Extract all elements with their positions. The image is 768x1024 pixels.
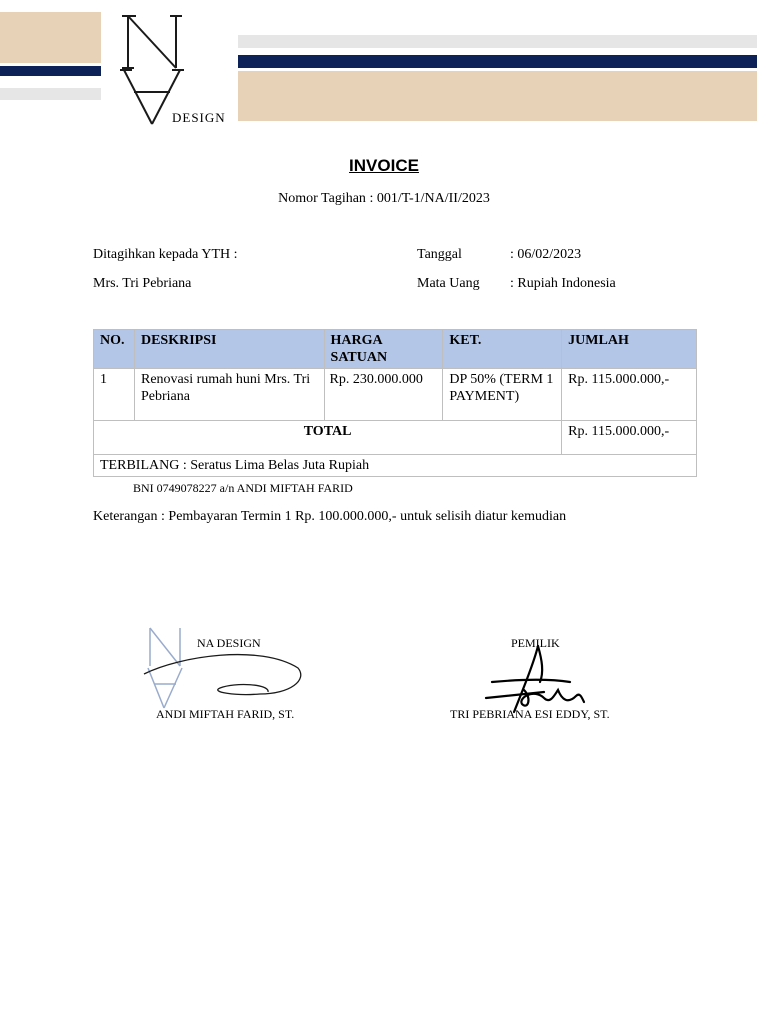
- cell-jumlah: Rp. 115.000.000,-: [562, 369, 697, 421]
- terbilang-text: TERBILANG : Seratus Lima Belas Juta Rupiah: [94, 455, 697, 477]
- date-label: Tanggal: [417, 247, 462, 262]
- bill-to-name: Mrs. Tri Pebriana: [93, 276, 192, 291]
- header-harga-satuan: HARGA SATUAN: [324, 330, 443, 369]
- header-no: NO.: [94, 330, 135, 369]
- sig-right-name: TRI PEBRIANA ESI EDDY, ST.: [450, 707, 610, 721]
- header-jumlah: JUMLAH: [562, 330, 697, 369]
- cell-ket: DP 50% (TERM 1 PAYMENT): [443, 369, 562, 421]
- header-ket: KET.: [443, 330, 562, 369]
- header-band-right-navy: [238, 55, 757, 68]
- sig-right-role: PEMILIK: [511, 636, 560, 650]
- invoice-table: [93, 329, 697, 477]
- cell-harga: Rp. 230.000.000: [324, 369, 443, 421]
- header-deskripsi: DESKRIPSI: [134, 330, 324, 369]
- header-band-left-beige: [0, 12, 101, 63]
- invoice-number-value: : 001/T-1/NA/II/2023: [369, 191, 490, 206]
- invoice-number-label: Nomor Tagihan: [278, 191, 366, 206]
- date-value: : 06/02/2023: [510, 247, 582, 262]
- bank-account: BNI 0749078227 a/n ANDI MIFTAH FARID: [133, 481, 353, 495]
- header-band-right-grey: [238, 35, 757, 48]
- cell-deskripsi: Renovasi rumah huni Mrs. Tri Pebriana: [134, 369, 324, 421]
- header-band-left-grey: [0, 88, 101, 100]
- sig-left-name: ANDI MIFTAH FARID, ST.: [156, 707, 295, 721]
- invoice-title: INVOICE: [349, 156, 419, 175]
- currency-value: : Rupiah Indonesia: [510, 276, 616, 291]
- owner-signature: [484, 642, 594, 717]
- terbilang-row: [94, 455, 697, 477]
- sig-left-org: NA DESIGN: [197, 636, 261, 650]
- table-row: [94, 369, 697, 421]
- total-value: Rp. 115.000.000,-: [562, 421, 697, 455]
- invoice-number: [0, 191, 768, 207]
- logo-design-text: DESIGN: [172, 110, 226, 125]
- currency-label: Mata Uang: [417, 276, 480, 291]
- bill-to-label: Ditagihkan kepada YTH :: [93, 247, 238, 262]
- header-band-right-beige: [238, 71, 757, 121]
- cell-no: 1: [94, 369, 135, 421]
- signature-scribble-icon: [484, 642, 594, 717]
- total-label: TOTAL: [94, 421, 562, 455]
- table-header-row: [94, 330, 697, 369]
- total-row: [94, 421, 697, 455]
- header-band-left-navy: [0, 66, 101, 76]
- remarks: Keterangan : Pembayaran Termin 1 Rp. 100.000.000,- untuk selisih diatur kemudian: [93, 509, 567, 524]
